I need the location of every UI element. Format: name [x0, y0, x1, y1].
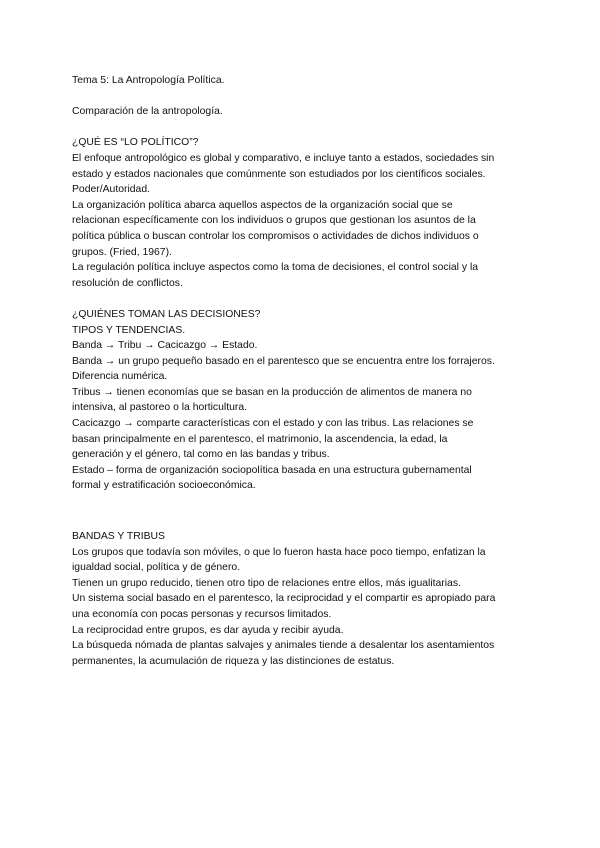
- paragraph-line: Cacicazgo → comparte características con el estado y con las tribus. Las relaciones se: [72, 418, 474, 430]
- paragraph-line: Tienen un grupo reducido, tienen otro tipo de relaciones entre ellos, más igualitarias.: [72, 577, 461, 589]
- paragraph-line: igualdad social, política y de género.: [72, 562, 241, 574]
- section-subheading: TIPOS Y TENDENCIAS.: [72, 324, 186, 336]
- paragraph-line: resolución de conflictos.: [72, 277, 183, 289]
- paragraph-line: intensiva, al pastoreo o la horticultura.: [72, 402, 248, 414]
- paragraph-line: Un sistema social basado en el parentesco, la reciprocidad y el compartir es apropiado para: [72, 593, 496, 605]
- paragraph-line: estado y estados nacionales que comúnmente son estudiados por los científicos sociales.: [72, 168, 486, 180]
- section-bandas-tribus: [72, 529, 542, 669]
- paragraph-line: Poder/Autoridad.: [72, 184, 150, 196]
- paragraph-line: Diferencia numérica.: [72, 371, 168, 383]
- paragraph-line: Estado – forma de organización sociopolítica basada en una estructura gubernamental: [72, 464, 472, 476]
- section-lo-politico: [72, 135, 542, 291]
- paragraph-line: generación y el género, tal como en las bandas y tribus.: [72, 449, 330, 461]
- paragraph-line: Banda → Tribu → Cacicazgo → Estado.: [72, 340, 258, 352]
- paragraph-line: La búsqueda nómada de plantas salvajes y animales tiende a desalentar los asentamientos: [72, 640, 495, 652]
- paragraph-line: La organización política abarca aquellos aspectos de la organización social que se: [72, 199, 453, 211]
- section-decisiones: [72, 307, 542, 494]
- paragraph-line: una economía con pocas personas y recursos limitados.: [72, 609, 332, 620]
- section-heading: BANDAS Y TRIBUS: [72, 531, 165, 543]
- document-subtitle: Comparación de la antropología.: [72, 106, 223, 118]
- paragraph-line: El enfoque antropológico es global y comparativo, e incluye tanto a estados, sociedades sin: [72, 152, 495, 164]
- document-body: [72, 73, 542, 669]
- section-heading: ¿QUIÉNES TOMAN LAS DECISIONES?: [72, 308, 261, 320]
- paragraph-line: La reciprocidad entre grupos, es dar ayuda y recibir ayuda.: [72, 624, 344, 636]
- paragraph-line: relacionan específicamente con los individuos o grupos que gestionan los asuntos de la: [72, 215, 476, 227]
- paragraph-line: La regulación política incluye aspectos como la toma de decisiones, el control social y la: [72, 262, 479, 274]
- section-heading: ¿QUÉ ES “LO POLÍTICO”?: [72, 137, 199, 149]
- paragraph-line: Banda → un grupo pequeño basado en el parentesco que se encuentra entre los forrajeros.: [72, 355, 495, 367]
- document-title: Tema 5: La Antropología Política.: [72, 75, 225, 86]
- paragraph-line: Tribus → tienen economías que se basan en la producción de alimentos de manera no: [72, 386, 472, 398]
- paragraph-line: formal y estratificación socioeconómica.: [72, 480, 256, 492]
- paragraph-line: grupos. (Fried, 1967).: [72, 246, 172, 258]
- paragraph-line: Los grupos que todavía son móviles, o que lo fueron hasta hace poco tiempo, enfatizan la: [72, 546, 486, 558]
- paragraph-line: permanentes, la acumulación de riqueza y las distinciones de estatus.: [72, 655, 395, 667]
- paragraph-line: basan principalmente en el parentesco, el matrimonio, la ascendencia, la edad, la: [72, 433, 448, 445]
- paragraph-line: política pública o buscan controlar los compromisos o actividades de dichos individuos o: [72, 230, 479, 242]
